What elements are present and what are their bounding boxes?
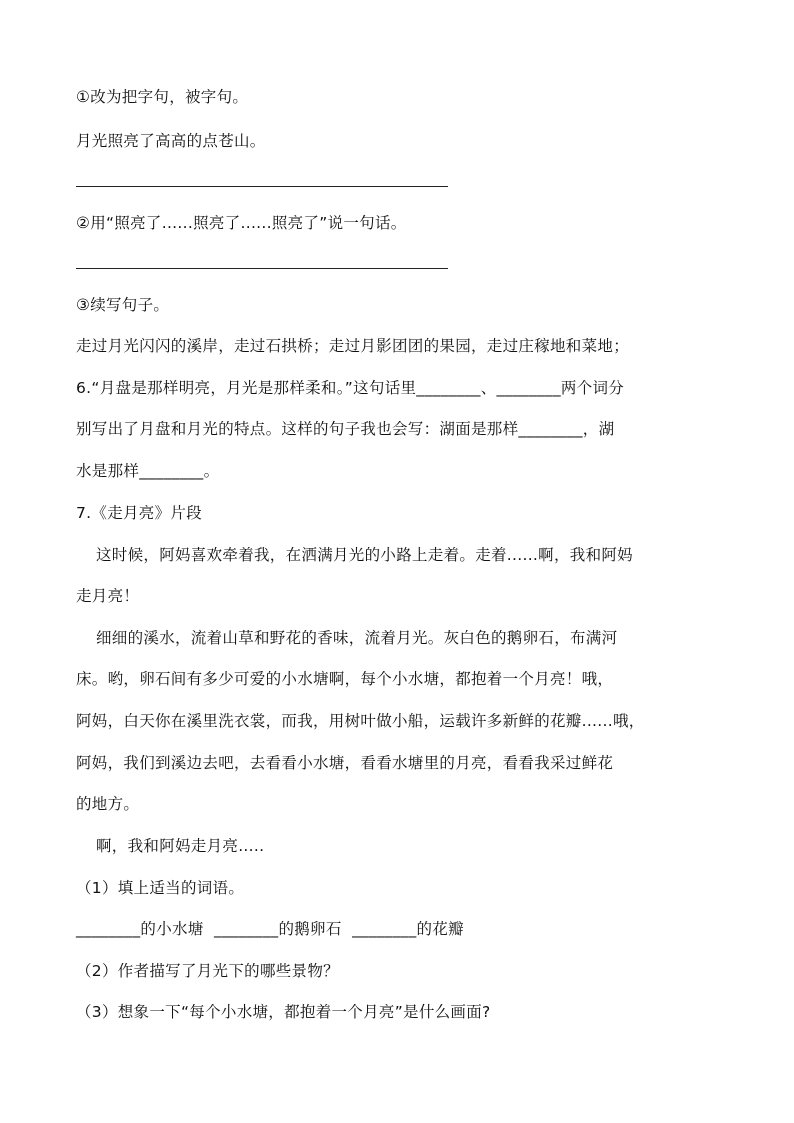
answer-line-2[interactable] xyxy=(76,268,448,269)
q7-p2-line-4: 阿妈，我们到溪边去吧，去看看小水塘，看看水塘里的月亮，看看我采过鲜花 xyxy=(76,754,614,772)
q7-title: 7.《走月亮》片段 xyxy=(76,504,202,522)
q7-sub1-blanks: ________的小水塘 ________的鹅卵石 ________的花瓣 xyxy=(76,920,464,938)
q5-sub1-sentence: 月光照亮了高高的点苍山。 xyxy=(76,132,266,150)
q5-sub2-prompt: ②用“照亮了......照亮了......照亮了”说一句话。 xyxy=(76,214,407,232)
q7-p2-line-1: 细细的溪水，流着山草和野花的香味，流着月光。灰白色的鹅卵石，布满河 xyxy=(96,629,618,647)
q7-p3: 啊，我和阿妈走月亮..... xyxy=(96,837,265,855)
q7-p2-line-3: 阿妈，白天你在溪里洗衣裳，而我，用树叶做小船，运载许多新鲜的花瓣......哦， xyxy=(76,712,645,730)
q5-sub3-sentence: 走过月光闪闪的溪岸，走过石拱桥；走过月影团团的果园，走过庄稼地和菜地； xyxy=(76,337,630,355)
q7-sub2-prompt: （2）作者描写了月光下的哪些景物？ xyxy=(76,962,339,980)
answer-line-1[interactable] xyxy=(76,186,448,187)
q6-line-1: 6.“月盘是那样明亮，月光是那样柔和。”这句话里________、________两个词分 xyxy=(76,379,625,397)
q7-sub1-prompt: （1）填上适当的词语。 xyxy=(76,879,245,897)
q6-line-3: 水是那样________。 xyxy=(76,462,220,480)
q7-p2-line-5: 的地方。 xyxy=(76,795,140,813)
q6-line-2: 别写出了月盘和月光的特点。这样的句子我也会写：湖面是那样________，湖 xyxy=(76,420,615,438)
q5-sub1-prompt: ①改为把字句，被字句。 xyxy=(76,88,249,106)
q7-p1-line-2: 走月亮！ xyxy=(76,587,140,605)
q7-sub3-prompt: （3）想象一下“每个小水塘，都抱着一个月亮”是什么画面? xyxy=(76,1003,491,1021)
q5-sub3-prompt: ③续写句子。 xyxy=(76,296,170,314)
q7-p1-line-1: 这时候，阿妈喜欢牵着我，在洒满月光的小路上走着。走着......啊，我和阿妈 xyxy=(96,546,633,564)
q7-p2-line-2: 床。哟，卵石间有多少可爱的小水塘啊，每个小水塘，都抱着一个月亮！哦， xyxy=(76,670,614,688)
